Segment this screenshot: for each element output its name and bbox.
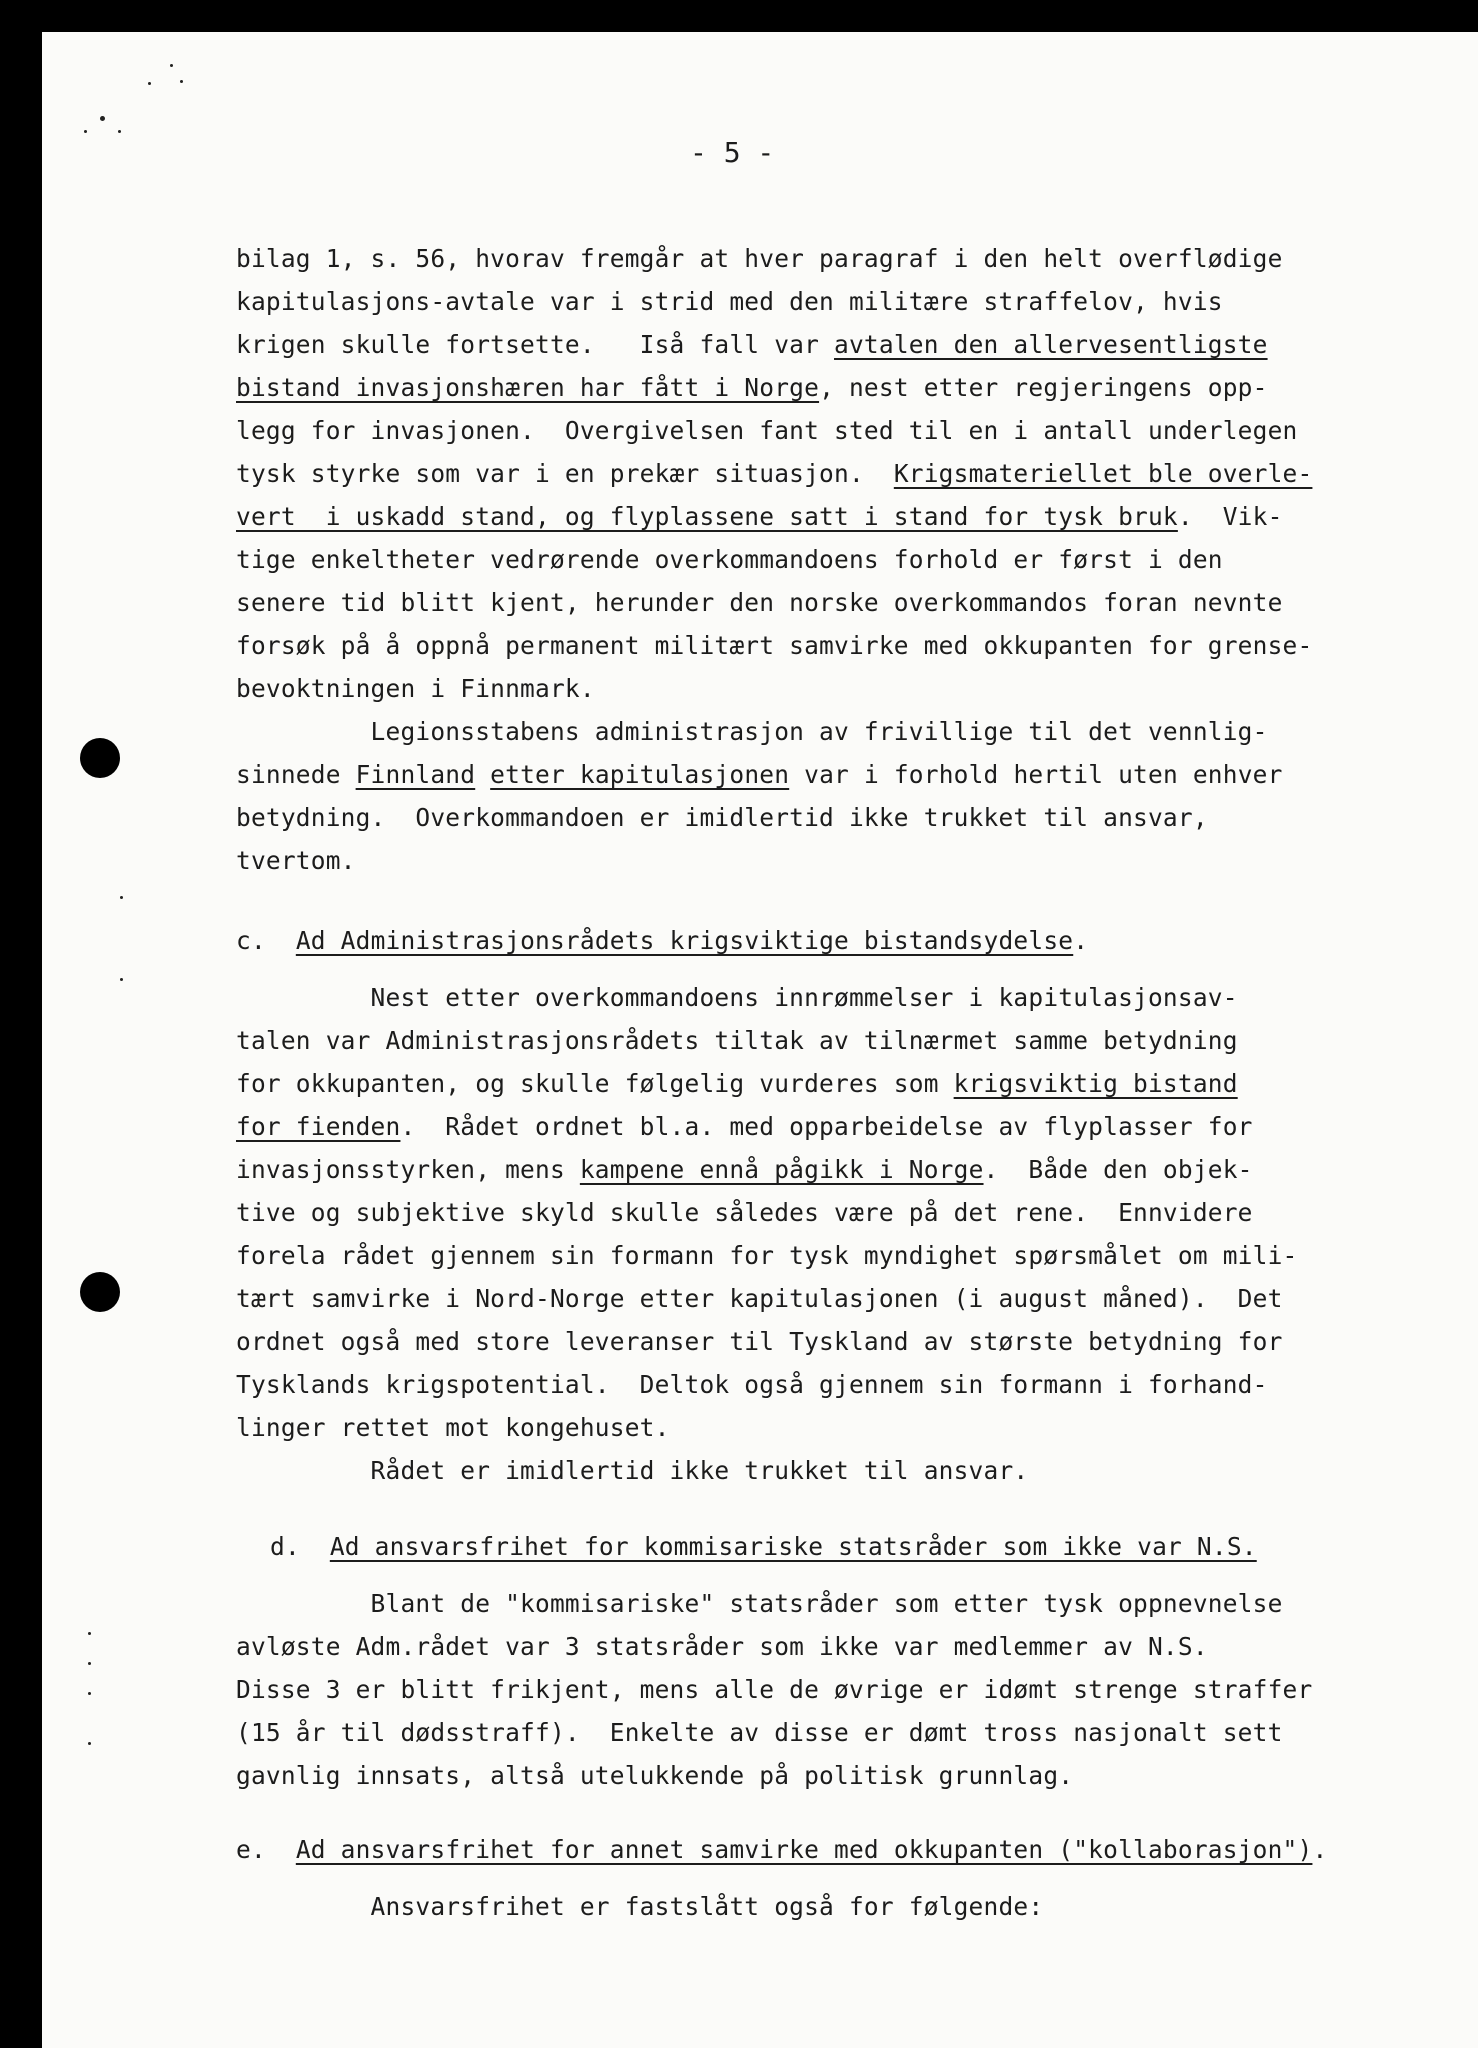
text-segment: invasjonsstyrken, mens: [236, 1155, 580, 1184]
text-line: [236, 244, 1283, 274]
text-segment: Disse 3 er blitt frikjent, mens alle de øvrige er idømt strenge straffer: [236, 1675, 1313, 1704]
text-segment: e.: [236, 1835, 296, 1864]
underlined-phrase: Ad ansvarsfrihet for annet samvirke med okkupanten ("kollaborasjon"): [295, 1835, 1313, 1864]
text-segment: kapitulasjons-avtale var i strid med den militære straffelov, hvis: [236, 287, 1223, 316]
underlined-phrase: Ad Administrasjonsrådets krigsviktige bistandsydelse: [295, 926, 1074, 955]
underlined-phrase: avtalen den allervesentligste: [834, 330, 1268, 359]
text-line: [236, 760, 1283, 790]
scan-speck: [170, 64, 173, 67]
scan-speck: [88, 1692, 91, 1695]
text-line: [236, 1761, 1073, 1791]
punch-hole-lower: [80, 1272, 120, 1312]
text-line: [236, 1718, 1283, 1748]
text-segment: var i forhold hertil uten enhver: [789, 760, 1283, 789]
text-line: [236, 1241, 1297, 1271]
text-line: [236, 1198, 1253, 1228]
text-segment: Nest etter overkommandoens innrømmelser i kapitulasjonsav-: [236, 983, 1238, 1012]
text-segment: .: [1312, 1835, 1328, 1864]
page-number: - 5 -: [690, 136, 775, 169]
text-line: [236, 330, 1268, 360]
text-segment: bilag 1, s. 56, hvorav fremgår at hver paragraf i den helt overflødige: [236, 244, 1283, 273]
text-segment: betydning. Overkommandoen er imidlertid ikke trukket til ansvar,: [236, 803, 1208, 832]
text-segment: Legionsstabens administrasjon av frivillige til det vennlig-: [236, 717, 1268, 746]
text-segment: legg for invasjonen. Overgivelsen fant sted til en i antall underlegen: [236, 416, 1298, 445]
text-segment: bevoktningen i Finnmark.: [236, 674, 595, 703]
punch-hole-upper: [80, 738, 120, 778]
text-segment: c.: [236, 926, 296, 955]
underlined-phrase: for fienden: [236, 1112, 401, 1141]
text-line: [236, 674, 595, 704]
text-line: [236, 717, 1268, 747]
text-segment: tvertom.: [236, 846, 356, 875]
text-segment: . Rådet ordnet bl.a. med opparbeidelse av flyplasser for: [400, 1112, 1253, 1141]
text-line: [236, 1589, 1283, 1619]
text-segment: linger rettet mot kongehuset.: [236, 1413, 670, 1442]
text-line: [236, 502, 1283, 532]
text-segment: sinnede: [236, 760, 356, 789]
text-line: [236, 1413, 670, 1443]
scan-speck: [88, 1742, 91, 1745]
text-segment: Rådet er imidlertid ikke trukket til ansvar.: [236, 1456, 1029, 1485]
text-line: [236, 1327, 1283, 1357]
underlined-phrase: Krigsmateriellet ble overle-: [893, 459, 1313, 488]
text-line: [236, 846, 356, 876]
text-line: [236, 459, 1312, 489]
scan-speck: [100, 116, 105, 121]
text-line: [236, 416, 1297, 446]
text-segment: Ansvarsfrihet er fastslått også for følgende:: [236, 1892, 1044, 1921]
text-line: [236, 1112, 1253, 1142]
text-line: [236, 1456, 1028, 1486]
underlined-phrase: kampene ennå pågikk i Norge: [579, 1155, 984, 1184]
text-segment: tive og subjektive skyld skulle således være på det rene. Ennvidere: [236, 1198, 1253, 1227]
scan-speck: [180, 80, 183, 83]
text-segment: .: [1073, 926, 1089, 955]
text-segment: forela rådet gjennem sin formann for tysk myndighet spørsmålet om mili-: [236, 1241, 1298, 1270]
text-line: [236, 631, 1312, 661]
underlined-phrase: bistand invasjonshæren har fått i Norge: [236, 373, 820, 402]
text-segment: (15 år til dødsstraff). Enkelte av disse er dømt tross nasjonalt sett: [236, 1718, 1283, 1747]
text-segment: talen var Administrasjonsrådets tiltak av tilnærmet samme betydning: [236, 1026, 1238, 1055]
scan-speck: [88, 1632, 91, 1635]
text-segment: . Både den objek-: [983, 1155, 1253, 1184]
text-segment: [475, 760, 490, 789]
text-line: [236, 1632, 1208, 1662]
text-segment: tige enkeltheter vedrørende overkommandoens forhold er først i den: [236, 545, 1223, 574]
underlined-phrase: krigsviktig bistand: [953, 1069, 1238, 1098]
text-line: [236, 1284, 1283, 1314]
text-line: [236, 1026, 1238, 1056]
text-line: [236, 1835, 1327, 1865]
underlined-phrase: etter kapitulasjonen: [490, 760, 790, 789]
text-segment: for okkupanten, og skulle følgelig vurderes som: [236, 1069, 954, 1098]
scan-speck: [120, 896, 123, 899]
scan-speck: [88, 1662, 91, 1665]
text-line: [236, 803, 1208, 833]
text-segment: senere tid blitt kjent, herunder den norske overkommandos foran nevnte: [236, 588, 1283, 617]
text-line: [236, 1370, 1268, 1400]
text-line: [236, 983, 1238, 1013]
text-segment: Tysklands krigspotential. Deltok også gjennem sin formann i forhand-: [236, 1370, 1268, 1399]
text-line: [236, 588, 1283, 618]
text-line: [236, 1155, 1253, 1185]
scan-speck: [118, 130, 121, 133]
underlined-phrase: Finnland: [355, 760, 476, 789]
text-segment: tært samvirke i Nord-Norge etter kapitulasjonen (i august måned). Det: [236, 1284, 1283, 1313]
text-segment: avløste Adm.rådet var 3 statsråder som ikke var medlemmer av N.S.: [236, 1632, 1208, 1661]
text-segment: gavnlig innsats, altså utelukkende på politisk grunnlag.: [236, 1761, 1074, 1790]
text-line: [236, 373, 1268, 403]
text-segment: tysk styrke som var i en prekær situasjon.: [236, 459, 894, 488]
text-line: [236, 1892, 1043, 1922]
text-segment: d.: [270, 1532, 330, 1561]
text-line: [270, 1532, 1257, 1562]
underlined-phrase: Ad ansvarsfrihet for kommisariske statsråder som ikke var N.S.: [329, 1532, 1257, 1561]
scan-speck: [148, 82, 151, 85]
text-segment: . Vik-: [1177, 502, 1283, 531]
text-segment: forsøk på å oppnå permanent militært samvirke med okkupanten for grense-: [236, 631, 1313, 660]
underlined-phrase: vert i uskadd stand, og flyplassene satt i stand for tysk bruk: [236, 502, 1178, 531]
text-line: [236, 1675, 1312, 1705]
text-line: [236, 926, 1088, 956]
scan-speck: [84, 130, 87, 133]
text-segment: Blant de "kommisariske" statsråder som etter tysk oppnevnelse: [236, 1589, 1283, 1618]
scan-speck: [120, 978, 123, 981]
text-segment: , nest etter regjeringens opp-: [819, 373, 1268, 402]
text-line: [236, 545, 1223, 575]
text-segment: krigen skulle fortsette. Iså fall var: [236, 330, 835, 359]
text-segment: ordnet også med store leveranser til Tyskland av største betydning for: [236, 1327, 1283, 1356]
text-line: [236, 1069, 1238, 1099]
text-line: [236, 287, 1223, 317]
